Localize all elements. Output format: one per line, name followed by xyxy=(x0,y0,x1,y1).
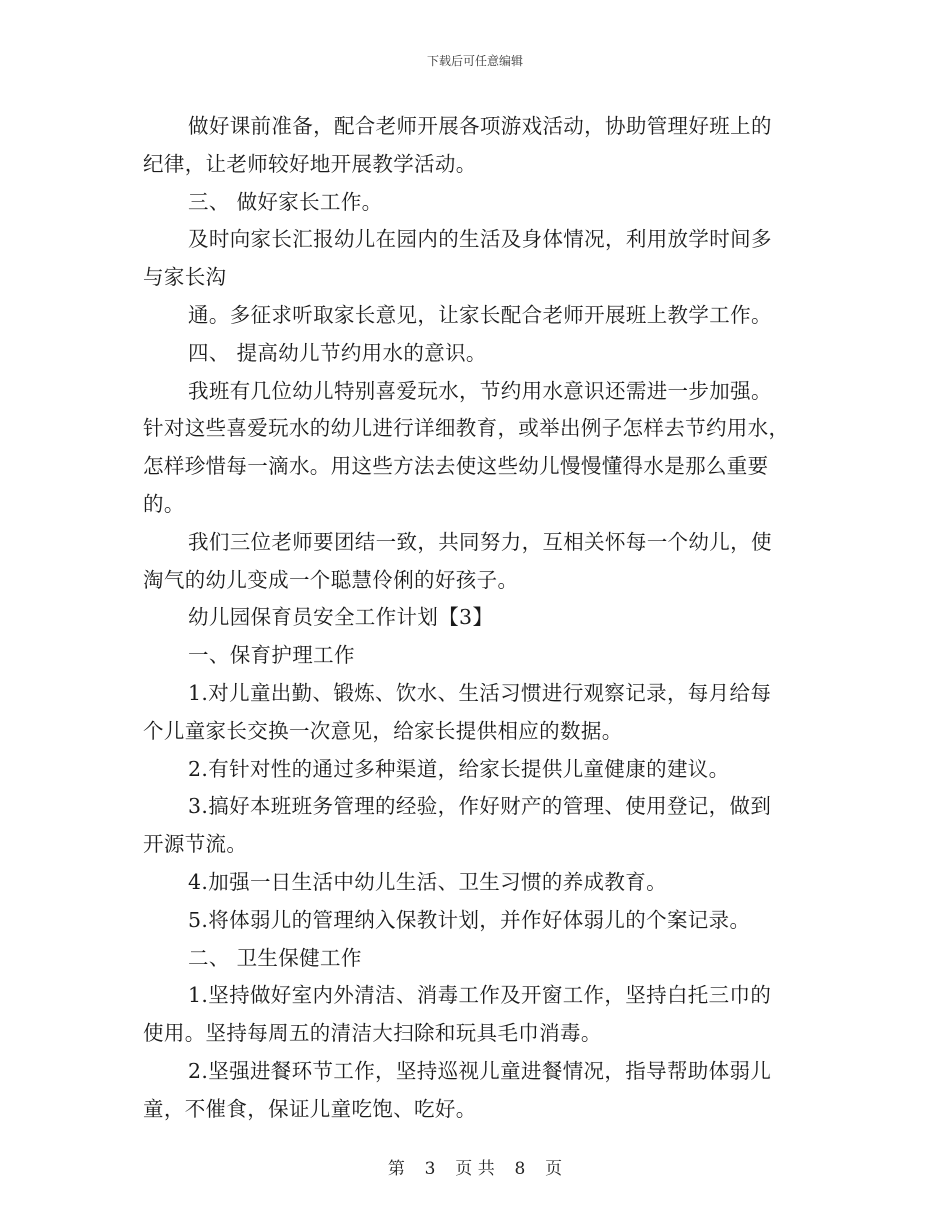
text-line: 1.对儿童出勤、锻炼、饮水、生活习惯进行观察记录，每月给每 xyxy=(188,680,772,705)
page-header: 下载后可任意编辑 xyxy=(426,54,523,68)
page-footer xyxy=(0,1154,950,1179)
text-line: 幼儿园保育员安全工作计划【3】 xyxy=(188,605,494,630)
text-line: 四、 提高幼儿节约用水的意识。 xyxy=(188,340,487,365)
text-line: 5.将体弱儿的管理纳入保教计划，并作好体弱儿的个案记录。 xyxy=(188,907,751,932)
text-line: 怎样珍惜每一滴水。用这些方法去使这些幼儿慢慢懂得水是那么重要 xyxy=(143,454,769,479)
text-line: 纪律，让老师较好地开展教学活动。 xyxy=(143,151,477,176)
footer-prefix: 第 xyxy=(387,1159,405,1179)
text-line: 2.坚强进餐环节工作，坚持巡视儿童进餐情况，指导帮助体弱儿 xyxy=(188,1058,772,1083)
text-line: 我们三位老师要团结一致，共同努力，互相关怀每一个幼儿，使 xyxy=(188,529,772,554)
text-line: 使用。坚持每周五的清洁大扫除和玩具毛巾消毒。 xyxy=(143,1021,602,1046)
text-line: 做好课前准备，配合老师开展各项游戏活动，协助管理好班上的 xyxy=(188,114,772,138)
text-line: 与家长沟 xyxy=(143,265,227,290)
text-line: 个儿童家长交换一次意见，给家长提供相应的数据。 xyxy=(143,718,623,743)
text-line: 开源节流。 xyxy=(143,832,248,857)
footer-total-pages: 8 xyxy=(514,1159,526,1179)
text-line: 通。多征求听取家长意见，让家长配合老师开展班上教学工作。 xyxy=(188,302,772,327)
text-line: 淘气的幼儿变成一个聪慧伶俐的好孩子。 xyxy=(143,567,519,592)
text-line: 三、 做好家长工作。 xyxy=(188,189,383,214)
footer-suffix: 页 xyxy=(545,1159,563,1179)
text-line: 童，不催食，保证儿童吃饱、吃好。 xyxy=(143,1096,477,1121)
text-line: 二、 卫生保健工作 xyxy=(188,945,362,970)
footer-page-number: 3 xyxy=(424,1159,436,1179)
text-line: 3.搞好本班班务管理的经验，作好财产的管理、使用登记，做到 xyxy=(188,794,772,819)
footer-mid: 页 共 xyxy=(455,1159,495,1179)
text-line: 我班有几位幼儿特别喜爱玩水，节约用水意识还需进一步加强。 xyxy=(188,378,772,403)
text-line: 2.有针对性的通过多种渠道，给家长提供儿童健康的建议。 xyxy=(188,756,730,781)
text-line: 4.加强一日生活中幼儿生活、卫生习惯的养成教育。 xyxy=(188,869,667,894)
text-line: 及时向家长汇报幼儿在园内的生活及身体情况，利用放学时间多 xyxy=(188,227,772,252)
text-line: 针对这些喜爱玩水的幼儿进行详细教育，或举出例子怎样去节约用水， xyxy=(143,416,790,441)
document-body xyxy=(143,108,808,1129)
text-line: 的。 xyxy=(143,491,185,516)
text-line: 一、保育护理工作 xyxy=(188,643,355,668)
text-line: 1.坚持做好室内外清洁、消毒工作及开窗工作，坚持白托三巾的 xyxy=(188,983,772,1008)
